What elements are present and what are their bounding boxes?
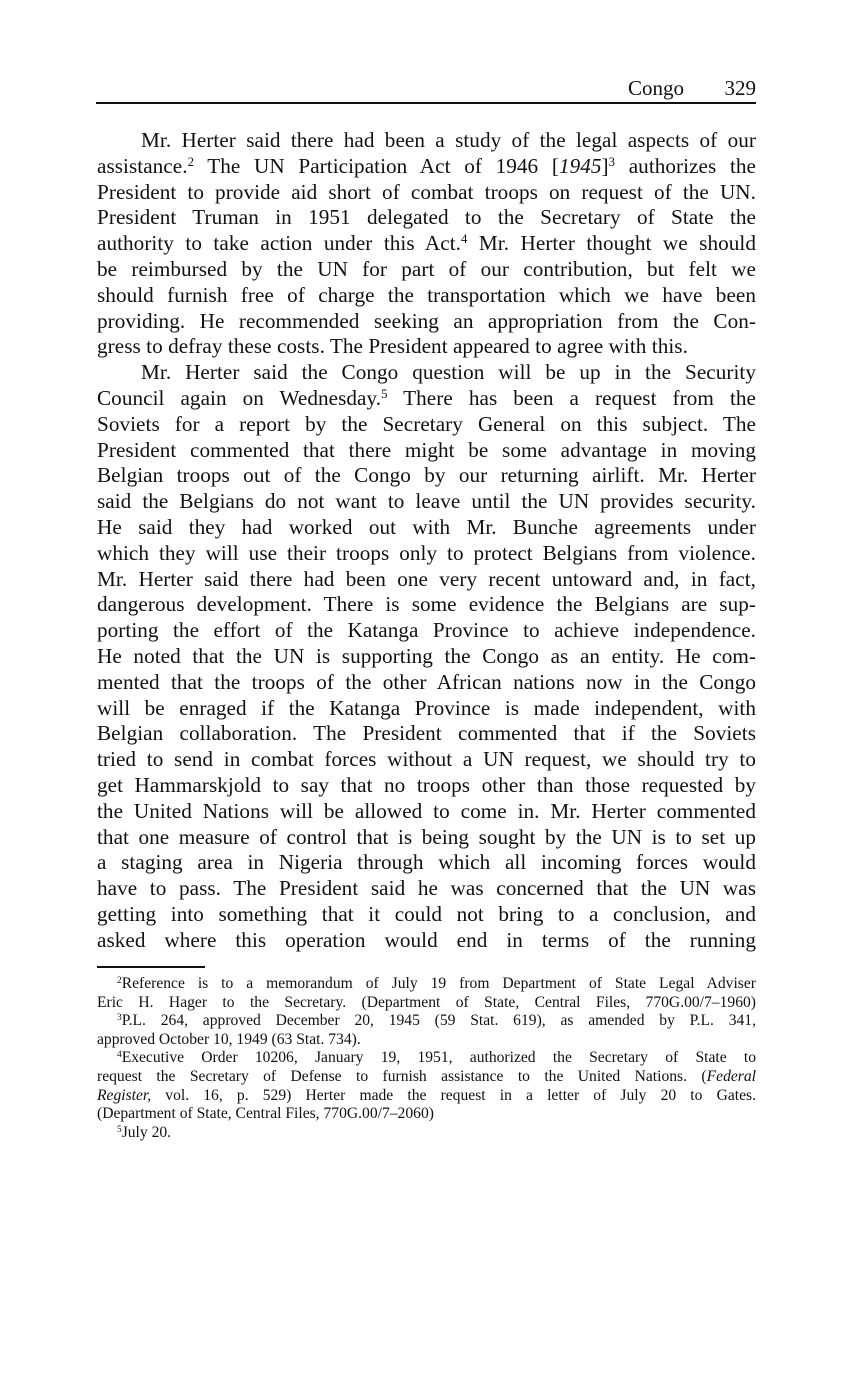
page-header — [96, 74, 756, 104]
body-line: Belgian troops out of the Congo by our returning airlift. Mr. Herter — [97, 463, 756, 488]
footnote-line: approved October 10, 1949 (63 Stat. 734). — [97, 1030, 361, 1048]
body-line: Belgian collaboration. The President commented that if the Soviets — [97, 721, 756, 746]
footnote-ref: 5 — [381, 386, 388, 401]
page-number: 329 — [724, 76, 756, 100]
running-head: Congo — [627, 76, 684, 100]
body-line: authority to take action under this Act.$^4$ Mr. Herter thought we should — [97, 231, 756, 256]
body-line: be reimbursed by the UN for part of our contribution, but felt we — [97, 256, 756, 281]
body-line: have to pass. The President said he was concerned that the UN was — [97, 876, 756, 901]
body-line: porting the effort of the Katanga Province to achieve independence. — [97, 618, 756, 643]
body-line: should furnish free of charge the transportation which we have been — [97, 282, 756, 307]
body-line: mented that the troops of the other African nations now in the Congo — [97, 669, 756, 694]
body-line: President to provide aid short of combat troops on request of the UN. — [97, 179, 756, 204]
footnote-line: Eric H. Hager to the Secretary. (Department of State, Central Files, 770G.00/7–1960) — [97, 993, 756, 1011]
body-line: Council again on Wednesday.$^5$ There has been a request from the — [97, 385, 756, 410]
body-line: President Truman in 1951 delegated to the Secretary of State the — [97, 205, 756, 230]
body-line: getting into something that it could not bring to a conclusion, and — [97, 901, 756, 926]
footnote-line: $^3$P.L. 264, approved December 20, 1945 (59 Stat. 619), as amended by P.L. 341, — [117, 1012, 756, 1030]
body-line: said the Belgians do not want to leave until the UN provides security. — [97, 489, 756, 514]
body-line: assistance.$^2$ The UN Participation Act of 1946 $[1945]^3$ authorizes the — [97, 153, 756, 178]
body-line: that one measure of control that is being sought by the UN is to set up — [97, 824, 756, 849]
footnote-line: $^4$Executive Order 10206, January 19, 1951, authorized the Secretary of State to — [117, 1049, 756, 1067]
body-line: the United Nations will be allowed to come in. Mr. Herter commented — [97, 798, 756, 823]
body-line: which they will use their troops only to protect Belgians from violence. — [97, 540, 756, 565]
body-line: He said they had worked out with Mr. Bunche agreements under — [97, 514, 756, 539]
body-line: a staging area in Nigeria through which all incoming forces would — [97, 850, 756, 875]
body-line: President commented that there might be some advantage in moving — [97, 437, 756, 462]
body-line: Mr. Herter said there had been a study of the legal aspects of our — [141, 128, 756, 152]
footnote-line: (Department of State, Central Files, 770G.00/7–2060) — [97, 1105, 434, 1123]
body-line: He noted that the UN is supporting the Congo as an entity. He com- — [97, 643, 756, 668]
footnote-divider — [97, 966, 205, 968]
footnotes — [97, 975, 756, 1142]
body-line: dangerous development. There is some evidence the Belgians are sup- — [97, 592, 756, 617]
footnote-marker: 5 — [117, 1124, 122, 1135]
body-line: will be enraged if the Katanga Province is made independent, with — [97, 695, 756, 720]
body-line: tried to send in combat forces without a UN request, we should try to — [97, 747, 756, 772]
body-line: providing. He recommended seeking an appropriation from the Con- — [97, 308, 756, 333]
footnote-marker: 3 — [117, 1013, 122, 1024]
footnote-ref: 2 — [187, 154, 194, 169]
body-line: gress to defray these costs. The President appeared to agree with this. — [97, 334, 688, 359]
body-line: asked where this operation would end in terms of the running — [97, 927, 756, 952]
body-line: Mr. Herter said the Congo question will be up in the Security — [141, 360, 756, 385]
footnote-ref: 4 — [461, 232, 468, 247]
body-line: Soviets for a report by the Secretary General on this subject. The — [97, 411, 756, 436]
footnote-ref: 3 — [608, 154, 616, 169]
body-line: get Hammarskjold to say that no troops other than those requested by — [97, 772, 756, 797]
footnote-line: request the Secretary of Defense to furnish assistance to the United Nations. (Federal — [97, 1067, 756, 1085]
body-text — [97, 128, 756, 954]
body-line: Mr. Herter said there had been one very recent untoward and, in fact, — [97, 566, 756, 591]
footnote-line: $^2$Reference is to a memorandum of July 19 from Department of State Legal Adviser — [117, 975, 756, 992]
footnote-line: $^5$July 20. — [117, 1123, 172, 1141]
footnote-marker: 2 — [117, 975, 122, 986]
footnote-marker: 4 — [117, 1050, 122, 1061]
footnote-line: Register, vol. 16, p. 529) Herter made the request in a letter of July 20 to Gates. — [97, 1086, 756, 1104]
